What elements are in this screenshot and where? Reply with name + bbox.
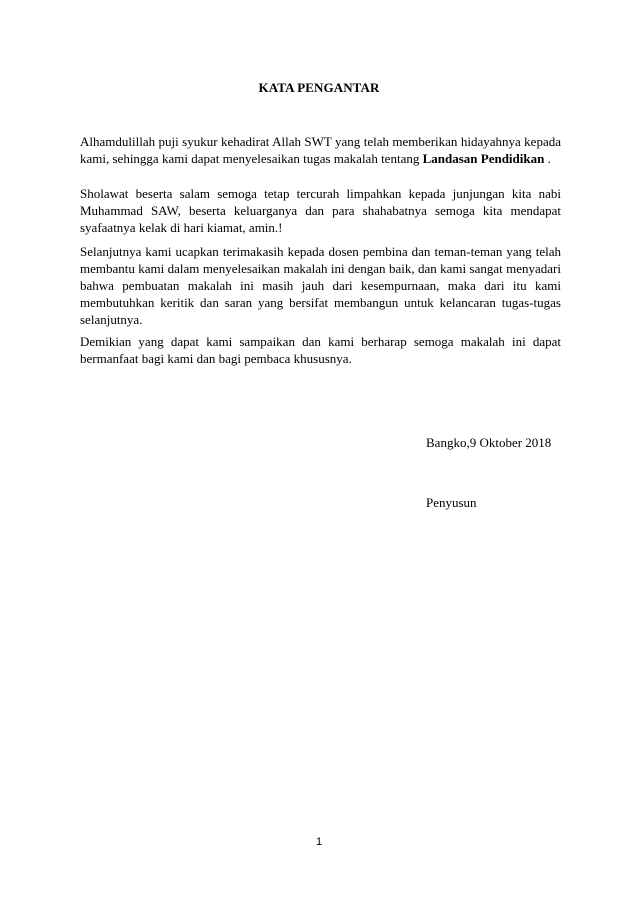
paragraph-opening — [80, 133, 561, 167]
document-title: KATA PENGANTAR — [258, 80, 380, 95]
paragraph-opening-end: . — [544, 151, 551, 166]
author-signature: Penyusun — [426, 495, 477, 510]
paragraph-closing — [80, 333, 561, 367]
paragraph-closing-text: Demikian yang dapat kami sampaikan dan kami berharap semoga makalah ini dapat bermanfaat bagi kami dan bagi pembaca khususnya. — [80, 334, 561, 366]
paragraph-thanks-text: Selanjutnya kami ucapkan terimakasih kepada dosen pembina dan teman-teman yang telah membantu kami dalam menyelesaikan makalah ini dengan baik, dan kami sangat menyadari bahwa pembuatan makalah ini masih jauh dari kesempurnaan, maka dari itu kami membutuhkan keritik dan saran yang bersifat membangun untuk kelancaran tugas-tugas selanjutnya. — [80, 244, 561, 327]
page-number: 1 — [315, 836, 323, 848]
topic-emphasis: Landasan Pendidikan — [422, 151, 545, 166]
place-date: Bangko,9 Oktober 2018 — [426, 435, 552, 450]
paragraph-thanks — [80, 243, 561, 328]
paragraph-opening-text: Alhamdulillah puji syukur kehadirat Allah SWT yang telah memberikan hidayahnya kepada kami, sehingga kami dapat menyelesaikan tugas makalah tentang — [80, 134, 561, 166]
paragraph-sholawat-text: Sholawat beserta salam semoga tetap tercurah limpahkan kepada junjungan kita nabi Muhammad SAW, beserta keluarganya dan para shahabatnya semoga kita mendapat syafaatnya kelak di hari kiamat, amin.! — [80, 186, 561, 235]
paragraph-sholawat — [80, 185, 561, 236]
